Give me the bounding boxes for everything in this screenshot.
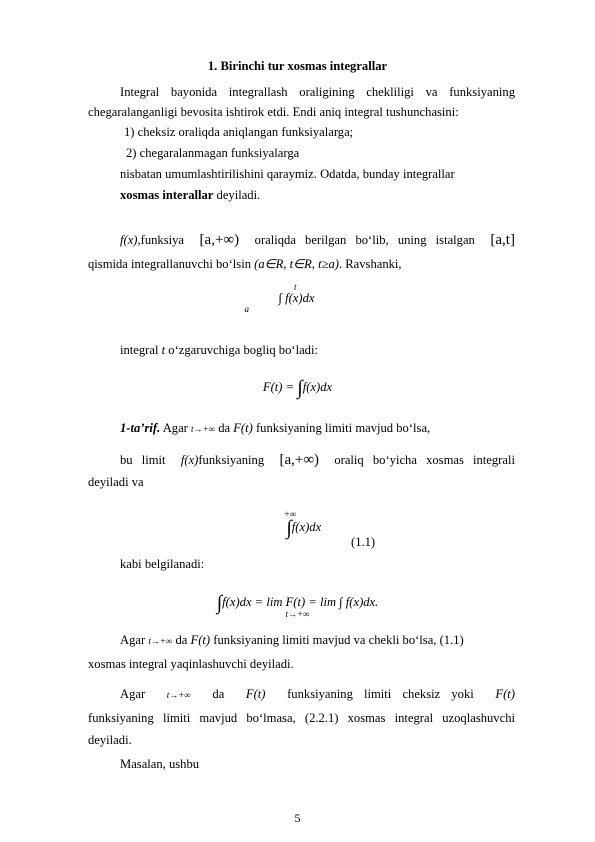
integral-expression: f(x)dx bbox=[291, 520, 322, 534]
paragraph-line: kabi belgilanadi: bbox=[120, 557, 205, 571]
paragraph-line bbox=[88, 256, 515, 272]
text-span: integral bbox=[120, 343, 159, 357]
formula bbox=[0, 377, 595, 399]
text-span: da bbox=[175, 633, 188, 647]
text-span: funksiyaning bbox=[198, 453, 265, 467]
math-limit: t→+∞ bbox=[148, 636, 173, 646]
text-span: . Ravshanki, bbox=[338, 257, 402, 271]
paragraph-line: deyiladi va bbox=[88, 475, 144, 489]
text-span: qismida integrallanuvchi bo‘lsin bbox=[88, 257, 251, 271]
math-F: F(t) bbox=[495, 687, 515, 701]
text-span: bu limit bbox=[120, 453, 166, 467]
list-item: 1) cheksiz oraliqda aniqlangan funksiyalarga; bbox=[124, 125, 354, 139]
paragraph-line: Masalan, ushbu bbox=[120, 757, 200, 771]
math-fx: f(x) bbox=[180, 453, 199, 467]
text-span: funksiyaning limiti cheksiz yoki bbox=[287, 687, 474, 701]
paragraph-line: chegaralanganligi bevosita ishtirok etdi. Endi aniq integral tushunchasini: bbox=[88, 105, 459, 119]
equation-number: (1.1) bbox=[351, 535, 376, 549]
list-item: 2) chegaralanmagan funksiyalarga bbox=[126, 146, 300, 160]
text-span: deyiladi. bbox=[213, 188, 261, 202]
section-title: 1. Birinchi tur xosmas integrallar bbox=[207, 59, 388, 73]
text-span: Agar bbox=[120, 633, 146, 647]
math-limit: t→+∞ bbox=[191, 424, 216, 434]
paragraph-line bbox=[120, 342, 515, 358]
formula-lhs: F(t) = bbox=[262, 380, 295, 394]
paragraph-line bbox=[120, 632, 515, 649]
text-span: da bbox=[212, 687, 225, 701]
text-span: Agar bbox=[120, 687, 146, 701]
text-span: oraliqda berilgan bo‘lib, uning istalgan bbox=[254, 233, 475, 247]
page-number: 5 bbox=[294, 811, 301, 825]
math-F: F(t) bbox=[233, 421, 253, 435]
text-span: funksiyaning limiti mavjud bo‘lsa, bbox=[255, 421, 431, 435]
limit-expression: f(x)dx = lim F(t) = lim ∫ f(x)dx. bbox=[222, 595, 379, 609]
text-span: funksiyaning limiti mavjud va chekli bo‘lsa, (1.1) bbox=[213, 633, 464, 647]
paragraph-line bbox=[120, 420, 515, 437]
upper-limit: t bbox=[294, 282, 297, 292]
paragraph-line bbox=[120, 232, 515, 248]
math-interval: [a,t] bbox=[490, 232, 515, 248]
paragraph-line bbox=[120, 686, 515, 703]
math-limit: t→+∞ bbox=[166, 690, 191, 700]
paragraph-line: deyiladi. bbox=[88, 733, 132, 747]
integral-sign: ∫ bbox=[286, 517, 292, 539]
math-F: F(t) bbox=[245, 687, 266, 701]
text-span: oraliq bo‘yicha xosmas integrali bbox=[334, 453, 515, 467]
math-fx: f(x) bbox=[120, 233, 138, 247]
formula bbox=[0, 592, 595, 619]
paragraph-line: funksiyaning limiti mavjud bo‘lmasa, (2.2.1) xosmas integral uzoqlashuvchi bbox=[88, 711, 515, 725]
text-span: o‘zgaruvchiga bogliq bo‘ladi: bbox=[168, 343, 318, 357]
term-bold: xosmas interallar bbox=[120, 188, 214, 202]
math-condition: (a∈R, t∈R, t≥a) bbox=[254, 257, 339, 271]
formula bbox=[0, 282, 595, 314]
limit-subscript: t→+∞ bbox=[285, 609, 310, 619]
math-var: t bbox=[161, 343, 166, 357]
math-interval: [a,+∞) bbox=[279, 452, 320, 468]
text-span: da bbox=[218, 421, 231, 435]
lower-limit: a bbox=[244, 304, 249, 314]
text-span: ,funksiya bbox=[137, 233, 185, 247]
definition-label: 1-ta’rif. bbox=[120, 421, 161, 435]
text-span: Agar bbox=[160, 421, 188, 435]
paragraph-line: nisbatan umumlashtirilishini qaraymiz. Odatda, bunday integrallar bbox=[120, 167, 455, 181]
paragraph-line bbox=[120, 452, 515, 468]
paragraph-line bbox=[120, 187, 515, 203]
paragraph-line: xosmas integral yaqinlashuvchi deyiladi. bbox=[88, 657, 294, 671]
math-interval: [a,+∞) bbox=[199, 232, 240, 248]
integral-sign: ∫ bbox=[297, 377, 303, 399]
formula bbox=[0, 509, 595, 539]
math-F: F(t) bbox=[190, 633, 211, 647]
formula-rhs: f(x)dx bbox=[302, 380, 333, 394]
integral-expression: ∫ f(x)dx bbox=[278, 291, 315, 305]
upper-limit: +∞ bbox=[283, 509, 297, 519]
integral-sign: ∫ bbox=[216, 592, 223, 614]
paragraph-line: Integral bayonida integrallash oraligining chekliligi va funksiyaning bbox=[120, 85, 515, 99]
